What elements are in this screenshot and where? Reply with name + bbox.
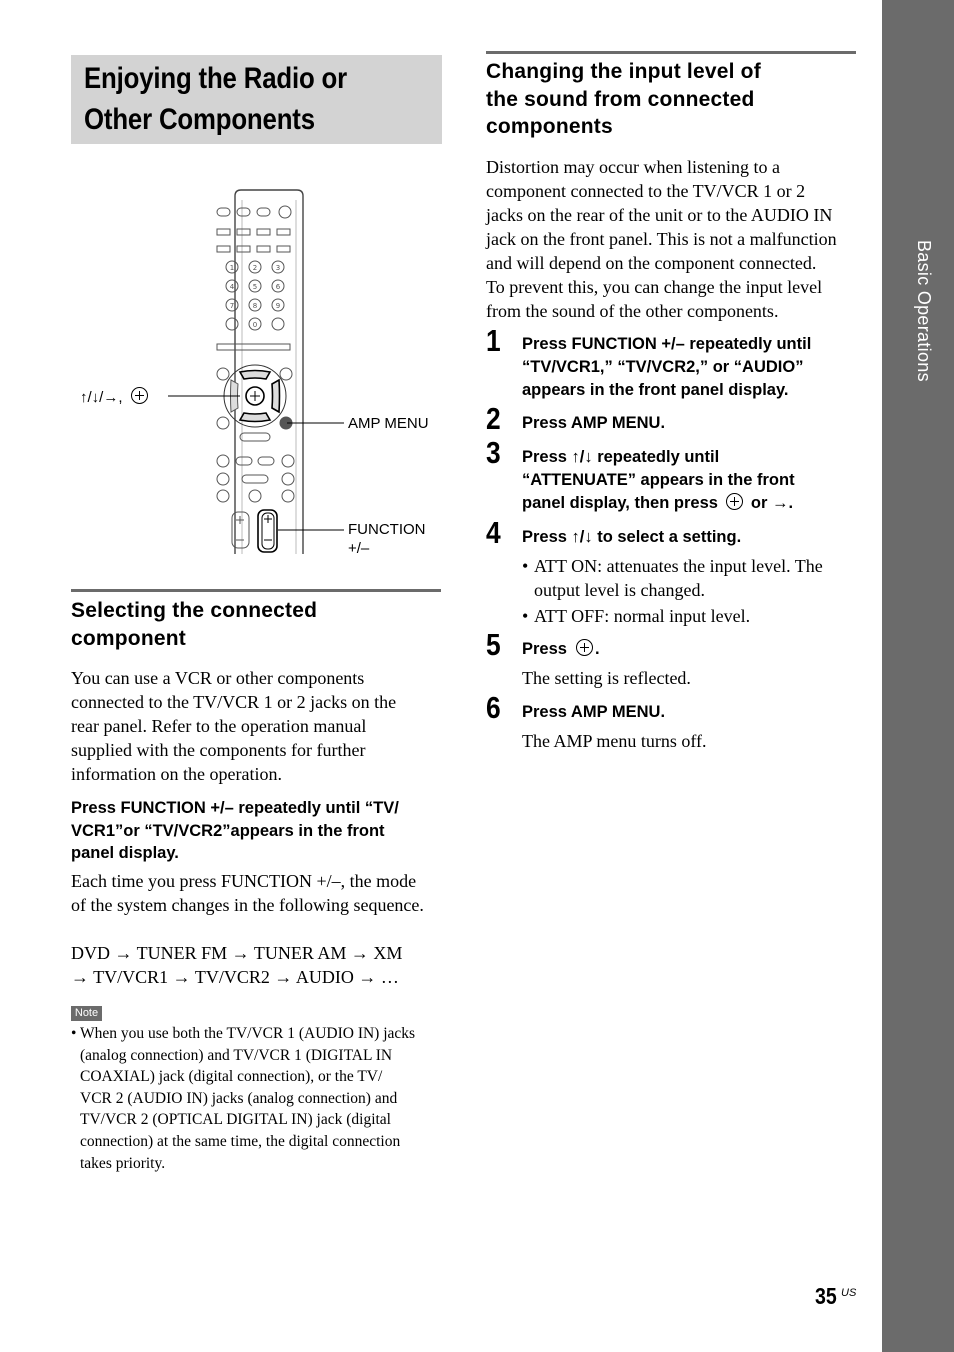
function-sequence [71,941,402,989]
text-line: panel display. [71,844,179,862]
instruction [71,797,399,865]
keypad-digit: 4 [229,283,235,291]
enter-icon [726,493,743,510]
text-line: Press AMP MENU. [522,414,666,432]
text-line: output level is changed. [534,580,705,600]
step-text [522,412,665,435]
keypad-digit: 2 [252,264,258,272]
page-number: 35 [815,1283,837,1309]
callout-arrows-text: ↑/↓/→, [80,389,123,406]
text-line: from the sound of the other components. [486,301,779,321]
bullet: • [522,556,529,576]
text-line: VCR 2 (AUDIO IN) jacks (analog connection) and [80,1089,398,1107]
callout-amp-menu: AMP MENU [348,415,429,432]
text-line: ATT ON: attenuates the input level. The [534,556,823,576]
intro-paragraph [486,155,837,323]
bullet-text: ATT OFF: normal input level. [534,606,751,626]
note-text [71,1023,443,1174]
bullet-item [522,554,528,578]
text-line: Press ↑/↓ repeatedly until [522,448,720,466]
step-number: 6 [486,690,501,725]
callout-function-sign: +/– [348,540,370,557]
step-text [522,446,795,515]
text-line: Press ↑/↓ to select a setting. [522,528,742,546]
text-fragment: or →. [750,494,794,512]
step-result: The setting is reflected. [522,668,691,688]
section-rule [486,51,856,54]
step-number: 3 [486,435,501,470]
heading-line: the sound from connected [486,87,755,111]
text-line: appears in the front panel display. [522,381,789,399]
bullet-item [522,604,528,628]
text-line: “TV/VCR1,” “TV/VCR2,” or “AUDIO” [522,358,804,376]
page-title: Enjoying the Radio or Other Components [84,62,347,136]
text-line: of the system changes in the following sequence. [71,895,424,915]
note-badge: Note [71,1006,102,1021]
text-line: When you use both the TV/VCR 1 (AUDIO IN) jacks [80,1025,416,1042]
text-line: Press FUNCTION +/– repeatedly until [522,335,812,353]
step-number: 1 [486,323,501,358]
text-line: COAXIAL) jack (digital connection), or the TV/ [80,1068,383,1086]
text-line: supplied with the components for further [71,740,366,760]
section-heading [486,58,761,141]
bullet: • [71,1025,77,1042]
text-line: Press AMP MENU. [522,703,666,721]
step-text [522,526,741,549]
heading-line: components [486,115,613,138]
step-text [522,638,600,661]
text-line: and will depend on the component connected. [486,253,817,273]
text-line: Each time you press FUNCTION +/–, the mode [71,871,417,891]
text-line: Press FUNCTION +/– repeatedly until “TV/ [71,799,399,817]
text-fragment: . [594,640,600,658]
text-line: takes priority. [80,1154,166,1172]
text-line: information on the operation. [71,764,282,784]
callout-arrows [80,387,151,407]
text-line: connection) at the same time, the digital connection [80,1132,401,1150]
keypad-digit: 1 [229,264,235,272]
callout-function: FUNCTION [348,521,426,538]
heading-line: component [71,626,186,650]
text-fragment: panel display, then press [522,494,718,512]
sequence-line: → TV/VCR1 → TV/VCR2 → AUDIO → … [71,967,399,987]
text-line: VCR1”or “TV/VCR2”appears in the front [71,821,385,840]
keypad-digit: 9 [275,302,281,310]
enter-icon [131,387,148,404]
text-line: Distortion may occur when listening to a [486,157,780,177]
step-text [522,701,665,724]
text-fragment: Press [522,640,567,658]
text-line: connected to the TV/VCR 1 or 2 jacks on the [71,692,397,712]
bullet: • [522,606,529,626]
bullet-text [534,554,823,602]
section-heading [71,597,317,652]
keypad-digit: 6 [275,283,281,291]
page-suffix: US [841,1287,857,1299]
text-line: (analog connection) and TV/VCR 1 (DIGITAL IN [80,1046,393,1064]
text-line: “ATTENUATE” appears in the front [522,471,795,489]
intro-paragraph [71,666,396,786]
text-line: jack on the front panel. This is not a malfunction [486,229,837,249]
text-line: rear panel. Refer to the operation manual [71,716,367,736]
section-tab [882,0,954,1352]
section-rule [71,589,441,592]
step-number: 5 [486,627,501,662]
section-tab-label: Basic Operations [914,240,934,382]
enter-icon [576,639,593,656]
explanation [71,869,424,917]
keypad-digit: 3 [275,264,281,272]
heading-line: Selecting the connected [71,599,318,622]
step-result: The AMP menu turns off. [522,731,707,751]
sequence-line: DVD → TUNER FM → TUNER AM → XM [71,943,403,963]
text-line: To prevent this, you can change the input level [486,277,823,297]
step-text [522,333,811,402]
text-line: component connected to the TV/VCR 1 or 2 [486,181,806,201]
keypad-digit: 0 [252,321,258,329]
heading-line: Changing the input level of [486,60,761,83]
text-line: You can use a VCR or other components [71,668,365,688]
step-number: 2 [486,401,501,436]
text-line [522,492,795,515]
text-line: TV/VCR 2 (OPTICAL DIGITAL IN) jack (digital [80,1111,391,1129]
text-line: jacks on the rear of the unit or to the AUDIO IN [486,205,833,225]
keypad-digit: 8 [252,302,258,310]
keypad-digit: 5 [252,283,258,291]
keypad-digit: 7 [229,302,235,310]
step-number: 4 [486,515,501,550]
